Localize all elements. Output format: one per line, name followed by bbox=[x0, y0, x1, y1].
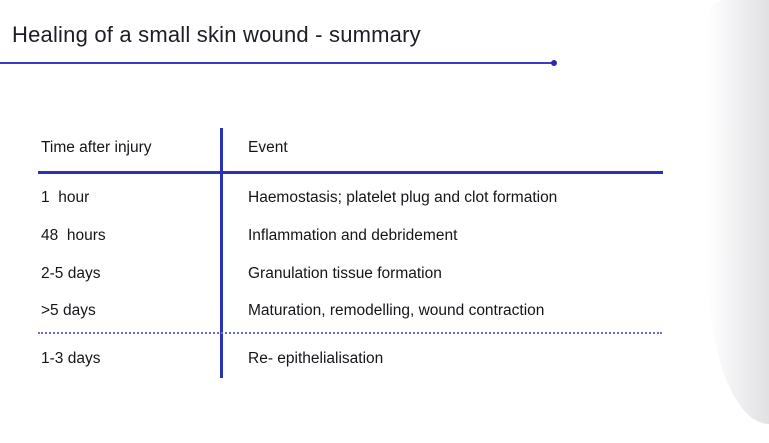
table-row-event: Granulation tissue formation bbox=[248, 265, 442, 282]
title-underline bbox=[0, 62, 552, 64]
title-underline-endpoint-dot bbox=[551, 60, 557, 66]
table-column-divider bbox=[220, 128, 223, 378]
right-edge-shading bbox=[707, 0, 769, 424]
table-row-event: Maturation, remodelling, wound contraction bbox=[248, 302, 545, 319]
slide-title: Healing of a small skin wound - summary bbox=[12, 22, 421, 47]
table-row-event: Inflammation and debridement bbox=[248, 227, 458, 244]
table-row-time: 2-5 days bbox=[41, 265, 101, 282]
table-row-time: 1-3 days bbox=[41, 350, 101, 367]
column-header-event: Event bbox=[248, 139, 288, 156]
table-row-time: 1 hour bbox=[41, 189, 90, 206]
table-row-event: Haemostasis; platelet plug and clot formation bbox=[248, 189, 558, 206]
table-dotted-divider bbox=[38, 332, 662, 334]
table-row-event: Re- epithelialisation bbox=[248, 350, 384, 367]
table-header-underline bbox=[38, 171, 663, 174]
table-row-time: 48 hours bbox=[41, 227, 106, 244]
table-row-time: >5 days bbox=[41, 302, 96, 319]
column-header-time-after-injury: Time after injury bbox=[41, 139, 152, 156]
